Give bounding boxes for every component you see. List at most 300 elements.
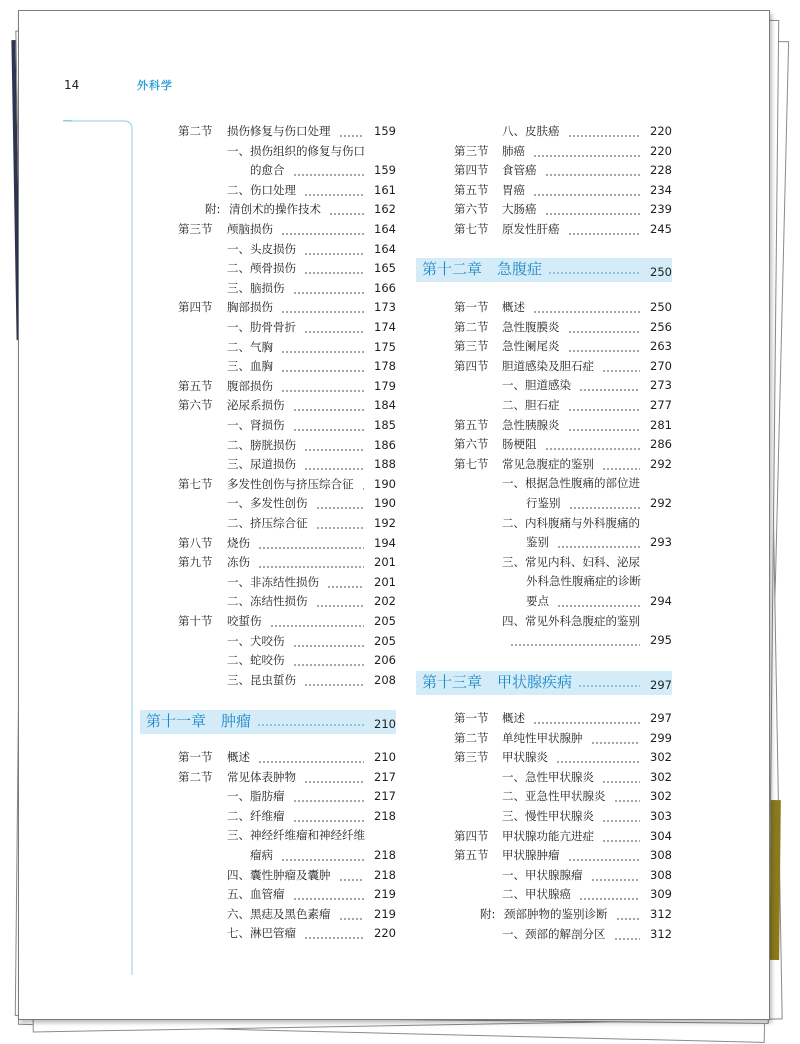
toc-page-number: 218 xyxy=(374,848,396,862)
toc-leader-dots xyxy=(616,918,641,920)
toc-leader-dots xyxy=(545,174,641,176)
toc-section-row xyxy=(178,377,396,397)
toc-section-label: 第一节 xyxy=(454,300,489,314)
toc-leader-dots xyxy=(281,859,364,861)
toc-page-number: 162 xyxy=(374,202,396,217)
toc-page-number: 239 xyxy=(650,202,672,217)
toc-section-label: 第七节 xyxy=(454,456,489,471)
toc-section-label: 第六节 xyxy=(178,398,213,413)
toc-entry-title: 三、昆虫蜇伤 xyxy=(227,672,296,687)
toc-entry-title: 要点 xyxy=(526,594,549,608)
toc-entry-title: 肠梗阻 xyxy=(502,437,537,452)
toc-entry-row xyxy=(178,514,396,534)
toc-page-number: 179 xyxy=(374,378,396,393)
toc-leader-dots xyxy=(568,429,641,431)
toc-section-label: 附: xyxy=(480,907,496,921)
toc-leader-dots xyxy=(304,449,364,451)
toc-leader-dots xyxy=(533,155,640,157)
toc-entry-row xyxy=(178,651,396,671)
toc-page-number: 165 xyxy=(374,261,396,276)
toc-page-number: 205 xyxy=(374,633,396,648)
toc-entry-title: 损伤修复与伤口处理 xyxy=(227,124,331,138)
toc-entry-title: 一、胆道感染 xyxy=(502,378,571,393)
toc-leader-dots xyxy=(304,781,364,783)
toc-entry-row xyxy=(178,592,396,612)
toc-section-label: 第五节 xyxy=(178,378,213,393)
toc-page-number: 219 xyxy=(374,887,396,902)
toc-page-number: 299 xyxy=(650,730,672,745)
toc-leader-dots xyxy=(602,781,640,783)
toc-page-number: 205 xyxy=(374,614,396,628)
toc-entry-row xyxy=(454,787,672,807)
toc-entry-title: 二、胆石症 xyxy=(502,398,560,412)
toc-section-row xyxy=(178,748,396,768)
toc-section-row xyxy=(454,729,672,749)
toc-page-number: 202 xyxy=(374,594,396,609)
toc-section-label: 第四节 xyxy=(454,358,489,373)
toc-page-number: 303 xyxy=(650,809,672,823)
toc-page-number: 294 xyxy=(650,594,672,608)
toc-entry-title: 泌尿系损伤 xyxy=(227,398,285,413)
chapter-title: 第十三章 甲状腺疾病 xyxy=(422,673,573,691)
toc-entry-title: 一、多发性创伤 xyxy=(227,496,308,511)
toc-entry-title: 二、冻结性损伤 xyxy=(227,594,308,609)
toc-section-label: 第七节 xyxy=(454,222,489,236)
toc-leader-dots xyxy=(258,547,364,549)
toc-entry-title: 概述 xyxy=(502,711,525,725)
chapter-heading xyxy=(416,671,672,695)
toc-entry-title: 腹部损伤 xyxy=(227,378,273,393)
toc-leader-dots xyxy=(602,468,640,470)
toc-entry-title: 二、亚急性甲状腺炎 xyxy=(502,789,606,804)
toc-entry-title: 二、甲状腺癌 xyxy=(502,887,571,902)
toc-section-label: 第八节 xyxy=(178,535,213,550)
toc-leader-dots xyxy=(329,213,364,215)
toc-leader-dots xyxy=(591,742,641,744)
toc-leader-dots xyxy=(304,331,364,333)
toc-page-number: 312 xyxy=(650,926,672,941)
toc-leader-dots xyxy=(568,135,641,137)
toc-page-number: 164 xyxy=(374,241,396,256)
toc-leader-dots xyxy=(579,389,640,391)
toc-section-label: 第四节 xyxy=(178,300,213,315)
toc-leader-dots xyxy=(339,918,365,920)
toc-section-label: 第五节 xyxy=(454,417,489,432)
toc-page-number: 164 xyxy=(374,222,396,236)
toc-entry-row xyxy=(454,925,672,945)
toc-entry-row xyxy=(178,885,396,905)
toc-section-row xyxy=(178,475,396,495)
toc-page-number: 302 xyxy=(650,750,672,765)
toc-page-number: 194 xyxy=(374,535,396,550)
toc-page-number: 273 xyxy=(650,378,672,393)
toc-entry-title: 的愈合 xyxy=(250,163,285,178)
toc-page-number: 292 xyxy=(650,456,672,471)
toc-entry-row xyxy=(178,161,396,181)
toc-entry-title: 八、皮肤癌 xyxy=(502,124,560,138)
toc-leader-dots xyxy=(533,311,640,313)
toc-page-number: 220 xyxy=(650,124,672,138)
toc-leader-dots xyxy=(304,253,364,255)
toc-entry-title: 一、根据急性腹痛的部位进 xyxy=(502,476,640,491)
toc-section-label: 第四节 xyxy=(454,163,489,178)
toc-section-label: 第四节 xyxy=(454,828,489,843)
toc-page-number: 175 xyxy=(374,339,396,354)
chapter-heading xyxy=(416,258,672,282)
toc-entry-title: 二、纤维瘤 xyxy=(227,808,285,823)
toc-page-number: 190 xyxy=(374,496,396,511)
toc-entry-title: 四、囊性肿瘤及囊肿 xyxy=(227,867,331,882)
toc-page-number: 220 xyxy=(374,926,396,941)
toc-leader-dots xyxy=(270,625,365,627)
toc-entry-row xyxy=(178,279,396,299)
toc-entry-row xyxy=(454,885,672,905)
toc-leader-dots xyxy=(258,566,364,568)
toc-page-number: 302 xyxy=(650,789,672,804)
toc-entry-title: 三、神经纤维瘤和神经纤维 xyxy=(227,828,365,843)
toc-page-number: 304 xyxy=(650,828,672,843)
toc-page-number: 234 xyxy=(650,182,672,197)
toc-page-number: 309 xyxy=(650,887,672,902)
toc-entry-row xyxy=(178,866,396,886)
toc-page-number: 297 xyxy=(650,711,672,725)
toc-entry-title: 二、膀胱损伤 xyxy=(227,437,296,452)
toc-section-row xyxy=(178,122,396,142)
toc-section-row xyxy=(178,298,396,318)
toc-entry-title: 三、血胸 xyxy=(227,359,273,374)
chapter-page-number: 297 xyxy=(650,678,672,692)
toc-entry-title: 外科急性腹痛症的诊断 xyxy=(526,574,641,589)
toc-page-number: 217 xyxy=(374,769,396,784)
chapter-title: 第十一章 肿瘤 xyxy=(146,712,252,730)
toc-leader-dots xyxy=(293,645,365,647)
toc-entry-title: 胆道感染及胆石症 xyxy=(502,358,594,373)
chapter-page-number: 210 xyxy=(374,717,396,731)
toc-section-label: 第三节 xyxy=(454,750,489,765)
toc-entry-row xyxy=(454,768,672,788)
toc-section-row xyxy=(454,357,672,377)
toc-section-label: 第二节 xyxy=(454,730,489,745)
toc-entry-title: 七、淋巴管瘤 xyxy=(227,926,296,941)
toc-leader-dots xyxy=(281,390,364,392)
toc-leader-dots xyxy=(339,879,365,881)
toc-entry-title: 五、血管瘤 xyxy=(227,887,285,902)
toc-entry-row xyxy=(178,142,396,162)
toc-entry-row xyxy=(454,514,672,534)
toc-section-row xyxy=(454,142,672,162)
toc-section-label: 第一节 xyxy=(178,750,213,764)
toc-section-row xyxy=(454,298,672,318)
toc-entry-title: 二、颅骨损伤 xyxy=(227,261,296,276)
toc-page-number: 245 xyxy=(650,222,672,236)
toc-entry-row xyxy=(454,612,672,632)
toc-section-row xyxy=(178,200,396,220)
toc-page-number: 220 xyxy=(650,143,672,158)
toc-entry-row xyxy=(454,533,672,553)
toc-leader-dots xyxy=(293,664,365,666)
toc-entry-title: 一、脂肪瘤 xyxy=(227,789,285,804)
toc-entry-title: 六、黑痣及黑色素瘤 xyxy=(227,906,331,921)
toc-entry-title: 胸部损伤 xyxy=(227,300,273,315)
toc-section-row xyxy=(178,553,396,573)
toc-leader-dots xyxy=(545,448,641,450)
toc-page-number: 219 xyxy=(374,906,396,921)
toc-entry-row xyxy=(178,826,396,846)
toc-entry-title: 鉴别 xyxy=(526,535,549,550)
toc-leader-dots xyxy=(304,937,364,939)
toc-entry-row xyxy=(178,671,396,691)
toc-page-number: 186 xyxy=(374,437,396,452)
toc-entry-title: 三、尿道损伤 xyxy=(227,457,296,472)
toc-section-label: 第七节 xyxy=(178,476,213,491)
toc-section-label: 第五节 xyxy=(454,848,489,863)
toc-leader-dots xyxy=(614,938,641,940)
toc-entry-row xyxy=(178,259,396,279)
toc-entry-title: 概述 xyxy=(502,300,525,314)
toc-leader-dots xyxy=(533,722,640,724)
toc-entry-title: 常见急腹症的鉴别 xyxy=(502,456,594,471)
toc-leader-dots xyxy=(557,546,640,548)
chapter-title: 第十二章 急腹症 xyxy=(422,260,543,278)
toc-entry-title: 多发性创伤与挤压综合征 xyxy=(227,476,354,491)
toc-section-label: 第五节 xyxy=(454,182,489,197)
toc-leader-dots xyxy=(293,174,365,176)
toc-entry-row xyxy=(454,474,672,494)
toc-entry-title: 清创术的操作技术 xyxy=(229,202,321,217)
chapter-leader-dots xyxy=(257,724,364,726)
toc-section-label: 第九节 xyxy=(178,555,213,570)
toc-entry-row xyxy=(454,376,672,396)
toc-leader-dots xyxy=(579,898,640,900)
toc-section-label: 第六节 xyxy=(454,202,489,217)
toc-leader-dots xyxy=(293,820,365,822)
toc-entry-row xyxy=(178,436,396,456)
toc-leader-dots xyxy=(510,644,640,646)
toc-entry-row xyxy=(454,631,672,651)
toc-entry-title: 咬蜇伤 xyxy=(227,614,262,628)
toc-page-number: 206 xyxy=(374,653,396,668)
toc-leader-dots xyxy=(568,233,641,235)
toc-page-number: 173 xyxy=(374,300,396,315)
toc-leader-dots xyxy=(281,370,364,372)
toc-entry-title: 一、颈部的解剖分区 xyxy=(502,926,606,941)
toc-page-number: 184 xyxy=(374,398,396,413)
toc-entry-row xyxy=(178,240,396,260)
toc-entry-title: 二、挤压综合征 xyxy=(227,516,308,530)
toc-entry-row xyxy=(454,572,672,592)
toc-entry-title: 急性阑尾炎 xyxy=(502,339,560,354)
toc-section-label: 第十节 xyxy=(178,614,213,628)
toc-entry-title: 胃癌 xyxy=(502,182,525,197)
chapter-page-number: 250 xyxy=(650,265,672,279)
toc-entry-row xyxy=(178,924,396,944)
toc-entry-title: 单纯性甲状腺肿 xyxy=(502,730,583,745)
toc-section-row xyxy=(454,337,672,357)
toc-entry-title: 四、常见外科急腹症的鉴别 xyxy=(502,613,640,628)
toc-leader-dots xyxy=(327,586,364,588)
toc-section-row xyxy=(454,846,672,866)
toc-page-number: 263 xyxy=(650,339,672,354)
toc-page-number: 312 xyxy=(650,907,672,921)
toc-leader-dots xyxy=(591,879,641,881)
toc-entry-row xyxy=(178,905,396,925)
toc-entry-row xyxy=(178,181,396,201)
toc-entry-title: 二、蛇咬伤 xyxy=(227,653,285,668)
toc-page-number: 210 xyxy=(374,750,396,764)
toc-leader-dots xyxy=(602,370,640,372)
toc-leader-dots xyxy=(557,605,640,607)
toc-section-row xyxy=(454,200,672,220)
toc-leader-dots xyxy=(304,194,364,196)
toc-entry-row xyxy=(178,318,396,338)
toc-section-row xyxy=(454,220,672,240)
toc-page-number: 308 xyxy=(650,867,672,882)
toc-section-label: 第二节 xyxy=(178,769,213,784)
toc-page-number: 292 xyxy=(650,496,672,510)
toc-section-row xyxy=(454,905,672,925)
toc-entry-title: 急性胰腺炎 xyxy=(502,417,560,432)
toc-page-number: 308 xyxy=(650,848,672,863)
toc-section-row xyxy=(178,534,396,554)
chapter-heading xyxy=(140,710,396,734)
toc-leader-dots xyxy=(258,761,364,763)
toc-page-number: 286 xyxy=(650,437,672,452)
toc-page-number: 201 xyxy=(374,555,396,570)
toc-section-row xyxy=(178,768,396,788)
toc-page-number: 190 xyxy=(374,476,396,491)
toc-leader-dots xyxy=(293,292,365,294)
chapter-leader-dots xyxy=(578,685,640,687)
toc-leader-dots xyxy=(533,194,640,196)
toc-entry-title: 一、非冻结性损伤 xyxy=(227,574,319,589)
toc-leader-dots xyxy=(281,311,364,313)
toc-entry-row xyxy=(454,494,672,514)
toc-leader-dots xyxy=(293,409,365,411)
toc-entry-title: 一、损伤组织的修复与伤口 xyxy=(227,143,365,158)
toc-page-number: 161 xyxy=(374,182,396,197)
toc-page-number: 208 xyxy=(374,672,396,687)
toc-leader-dots xyxy=(281,351,364,353)
toc-leader-dots xyxy=(362,488,365,490)
toc-entry-row xyxy=(178,494,396,514)
toc-section-row xyxy=(454,318,672,338)
toc-leader-dots xyxy=(602,840,640,842)
toc-entry-row xyxy=(178,416,396,436)
toc-section-label: 第二节 xyxy=(178,124,213,138)
toc-page-number: 217 xyxy=(374,789,396,804)
toc-leader-dots xyxy=(569,507,641,509)
toc-entry-title: 肺癌 xyxy=(502,143,525,158)
toc-entry-row xyxy=(178,338,396,358)
toc-entry-title: 三、常见内科、妇科、泌尿 xyxy=(502,554,640,569)
toc-section-row xyxy=(454,416,672,436)
toc-entry-title: 瘤病 xyxy=(250,848,273,862)
toc-section-label: 附: xyxy=(205,202,221,217)
toc-section-label: 第一节 xyxy=(454,711,489,725)
running-title: 外科学 xyxy=(137,79,173,92)
toc-entry-title: 原发性肝癌 xyxy=(502,222,560,236)
toc-entry-title: 二、内科腹痛与外科腹痛的 xyxy=(502,515,640,530)
toc-leader-dots xyxy=(568,409,641,411)
toc-leader-dots xyxy=(614,800,641,802)
toc-leader-dots xyxy=(281,233,364,235)
toc-section-row xyxy=(454,709,672,729)
toc-page-number: 218 xyxy=(374,867,396,882)
toc-section-row xyxy=(454,455,672,475)
toc-entry-row xyxy=(178,787,396,807)
toc-section-label: 第三节 xyxy=(178,222,213,236)
toc-entry-title: 一、肋骨骨折 xyxy=(227,320,296,334)
toc-leader-dots xyxy=(316,605,365,607)
toc-section-row xyxy=(454,181,672,201)
toc-section-row xyxy=(454,435,672,455)
toc-entry-title: 甲状腺功能亢进症 xyxy=(502,828,594,843)
toc-entry-title: 三、慢性甲状腺炎 xyxy=(502,809,594,823)
toc-entry-title: 二、伤口处理 xyxy=(227,182,296,197)
toc-section-row xyxy=(178,396,396,416)
toc-page-number: 293 xyxy=(650,535,672,550)
toc-leader-dots xyxy=(568,331,641,333)
toc-leader-dots xyxy=(304,468,364,470)
toc-section-row xyxy=(178,612,396,632)
toc-entry-row xyxy=(178,357,396,377)
toc-entry-title: 行鉴别 xyxy=(526,496,561,510)
toc-leader-dots xyxy=(304,272,364,274)
toc-leader-dots xyxy=(545,213,641,215)
toc-leader-dots xyxy=(316,527,365,529)
toc-entry-title: 一、甲状腺腺瘤 xyxy=(502,867,583,882)
toc-section-label: 第三节 xyxy=(454,143,489,158)
toc-entry-title: 大肠癌 xyxy=(502,202,537,217)
toc-entry-row xyxy=(454,807,672,827)
toc-section-row xyxy=(454,748,672,768)
toc-entry-title: 急性腹膜炎 xyxy=(502,319,560,334)
toc-page-number: 159 xyxy=(374,124,396,138)
toc-entry-row xyxy=(178,455,396,475)
toc-page-number: 270 xyxy=(650,358,672,373)
toc-page-number: 250 xyxy=(650,300,672,314)
toc-entry-title: 一、头皮损伤 xyxy=(227,241,296,256)
toc-page-number: 188 xyxy=(374,457,396,472)
toc-entry-title: 颈部肿物的鉴别诊断 xyxy=(504,907,608,921)
toc-leader-dots xyxy=(568,859,641,861)
toc-entry-title: 烧伤 xyxy=(227,535,250,550)
toc-leader-dots xyxy=(339,135,365,137)
toc-entry-row xyxy=(178,573,396,593)
toc-page-number: 159 xyxy=(374,163,396,178)
toc-entry-title: 二、气胸 xyxy=(227,339,273,354)
toc-leader-dots xyxy=(304,684,364,686)
toc-leader-dots xyxy=(293,429,365,431)
toc-entry-row xyxy=(454,553,672,573)
toc-leader-dots xyxy=(602,820,640,822)
toc-page-number: 178 xyxy=(374,359,396,374)
toc-section-label: 第二节 xyxy=(454,319,489,334)
toc-page-number: 256 xyxy=(650,319,672,334)
toc-page-number: 295 xyxy=(650,633,672,648)
toc-page-number: 281 xyxy=(650,417,672,432)
toc-page-number: 218 xyxy=(374,808,396,823)
toc-section-label: 第三节 xyxy=(454,339,489,354)
toc-entry-title: 三、脑损伤 xyxy=(227,280,285,295)
toc-page-number: 166 xyxy=(374,280,396,295)
toc-entry-title: 概述 xyxy=(227,750,250,764)
toc-entry-row xyxy=(454,592,672,612)
toc-leader-dots xyxy=(556,761,640,763)
toc-page-number: 228 xyxy=(650,163,672,178)
toc-page-number: 302 xyxy=(650,769,672,784)
toc-entry-row xyxy=(454,396,672,416)
